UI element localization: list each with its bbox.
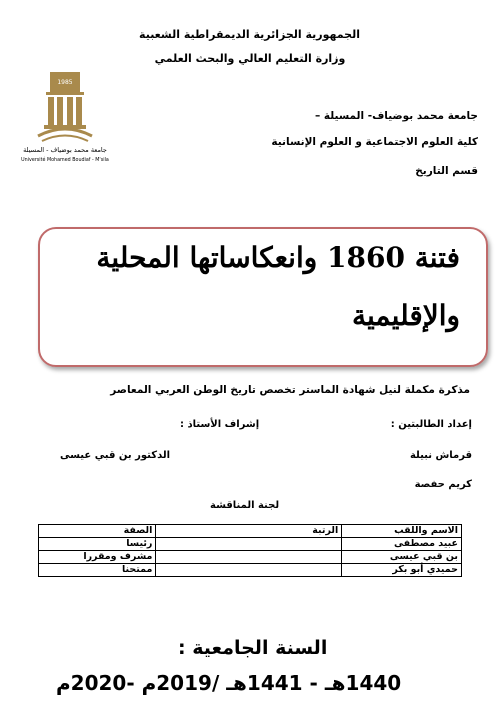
faculty-name: كلية العلوم الاجتماعية و العلوم الإنسانية bbox=[271, 136, 478, 148]
republic-heading: الجمهورية الجزائرية الديمقراطية الشعبية bbox=[139, 28, 360, 41]
university-logo bbox=[6, 70, 124, 165]
student-name-2: كريم حفصة bbox=[414, 479, 472, 490]
ministry-heading: وزارة التعليم العالي والبحث العلمي bbox=[154, 52, 346, 65]
logo-name-fr: Université Mohamed Boudiaf - M'sila bbox=[21, 158, 109, 163]
cell-name: عبيد مصطفى bbox=[342, 538, 462, 551]
cell-role: ممتحنا bbox=[39, 564, 156, 577]
header-cell-role: الصفة bbox=[39, 525, 156, 538]
table-row bbox=[39, 538, 462, 551]
supervisor-name: الدكتور بن قبي عيسى bbox=[60, 450, 171, 461]
students-label: إعداد الطالبتين : bbox=[390, 419, 472, 430]
thesis-subtitle: مذكرة مكملة لنيل شهادة الماستر تخصص تاريخ الوطن العربي المعاصر bbox=[110, 384, 470, 396]
cell-name: حميدي أبو بكر bbox=[342, 564, 462, 577]
academic-year-value: 1440هـ - 1441هـ /2019م -2020م bbox=[56, 671, 402, 695]
header-cell-rank: الرتبة bbox=[156, 525, 342, 538]
header-cell-name: الاسم واللقب bbox=[342, 525, 462, 538]
thesis-title-line1: فتنة 1860 وانعكاساتها المحلية bbox=[96, 241, 460, 274]
logo-year: 1985 bbox=[57, 79, 73, 86]
committee-label: لجنة المناقشة bbox=[210, 500, 280, 511]
cell-rank bbox=[156, 564, 342, 577]
supervisor-label: إشراف الأستاذ : bbox=[180, 419, 260, 430]
cell-rank bbox=[156, 551, 342, 564]
table-row bbox=[39, 551, 462, 564]
academic-year-label: السنة الجامعية : bbox=[178, 637, 328, 659]
table-header-row bbox=[39, 525, 462, 538]
cell-name: بن قبي عيسى bbox=[342, 551, 462, 564]
committee-table bbox=[38, 524, 462, 577]
student-name-1: قرماش نبيلة bbox=[409, 450, 472, 461]
cell-role: مشرف ومقررا bbox=[39, 551, 156, 564]
cell-rank bbox=[156, 538, 342, 551]
table-row bbox=[39, 564, 462, 577]
university-name: جامعة محمد بوضياف- المسيلة – bbox=[314, 110, 478, 122]
cell-role: رئيسا bbox=[39, 538, 156, 551]
logo-name-ar: جامعة محمد بوضياف - المسيلة bbox=[23, 146, 107, 154]
title-box bbox=[38, 227, 488, 367]
department-name: قسم التاريخ bbox=[415, 165, 478, 177]
thesis-title-line2: والإقليمية bbox=[351, 299, 460, 332]
